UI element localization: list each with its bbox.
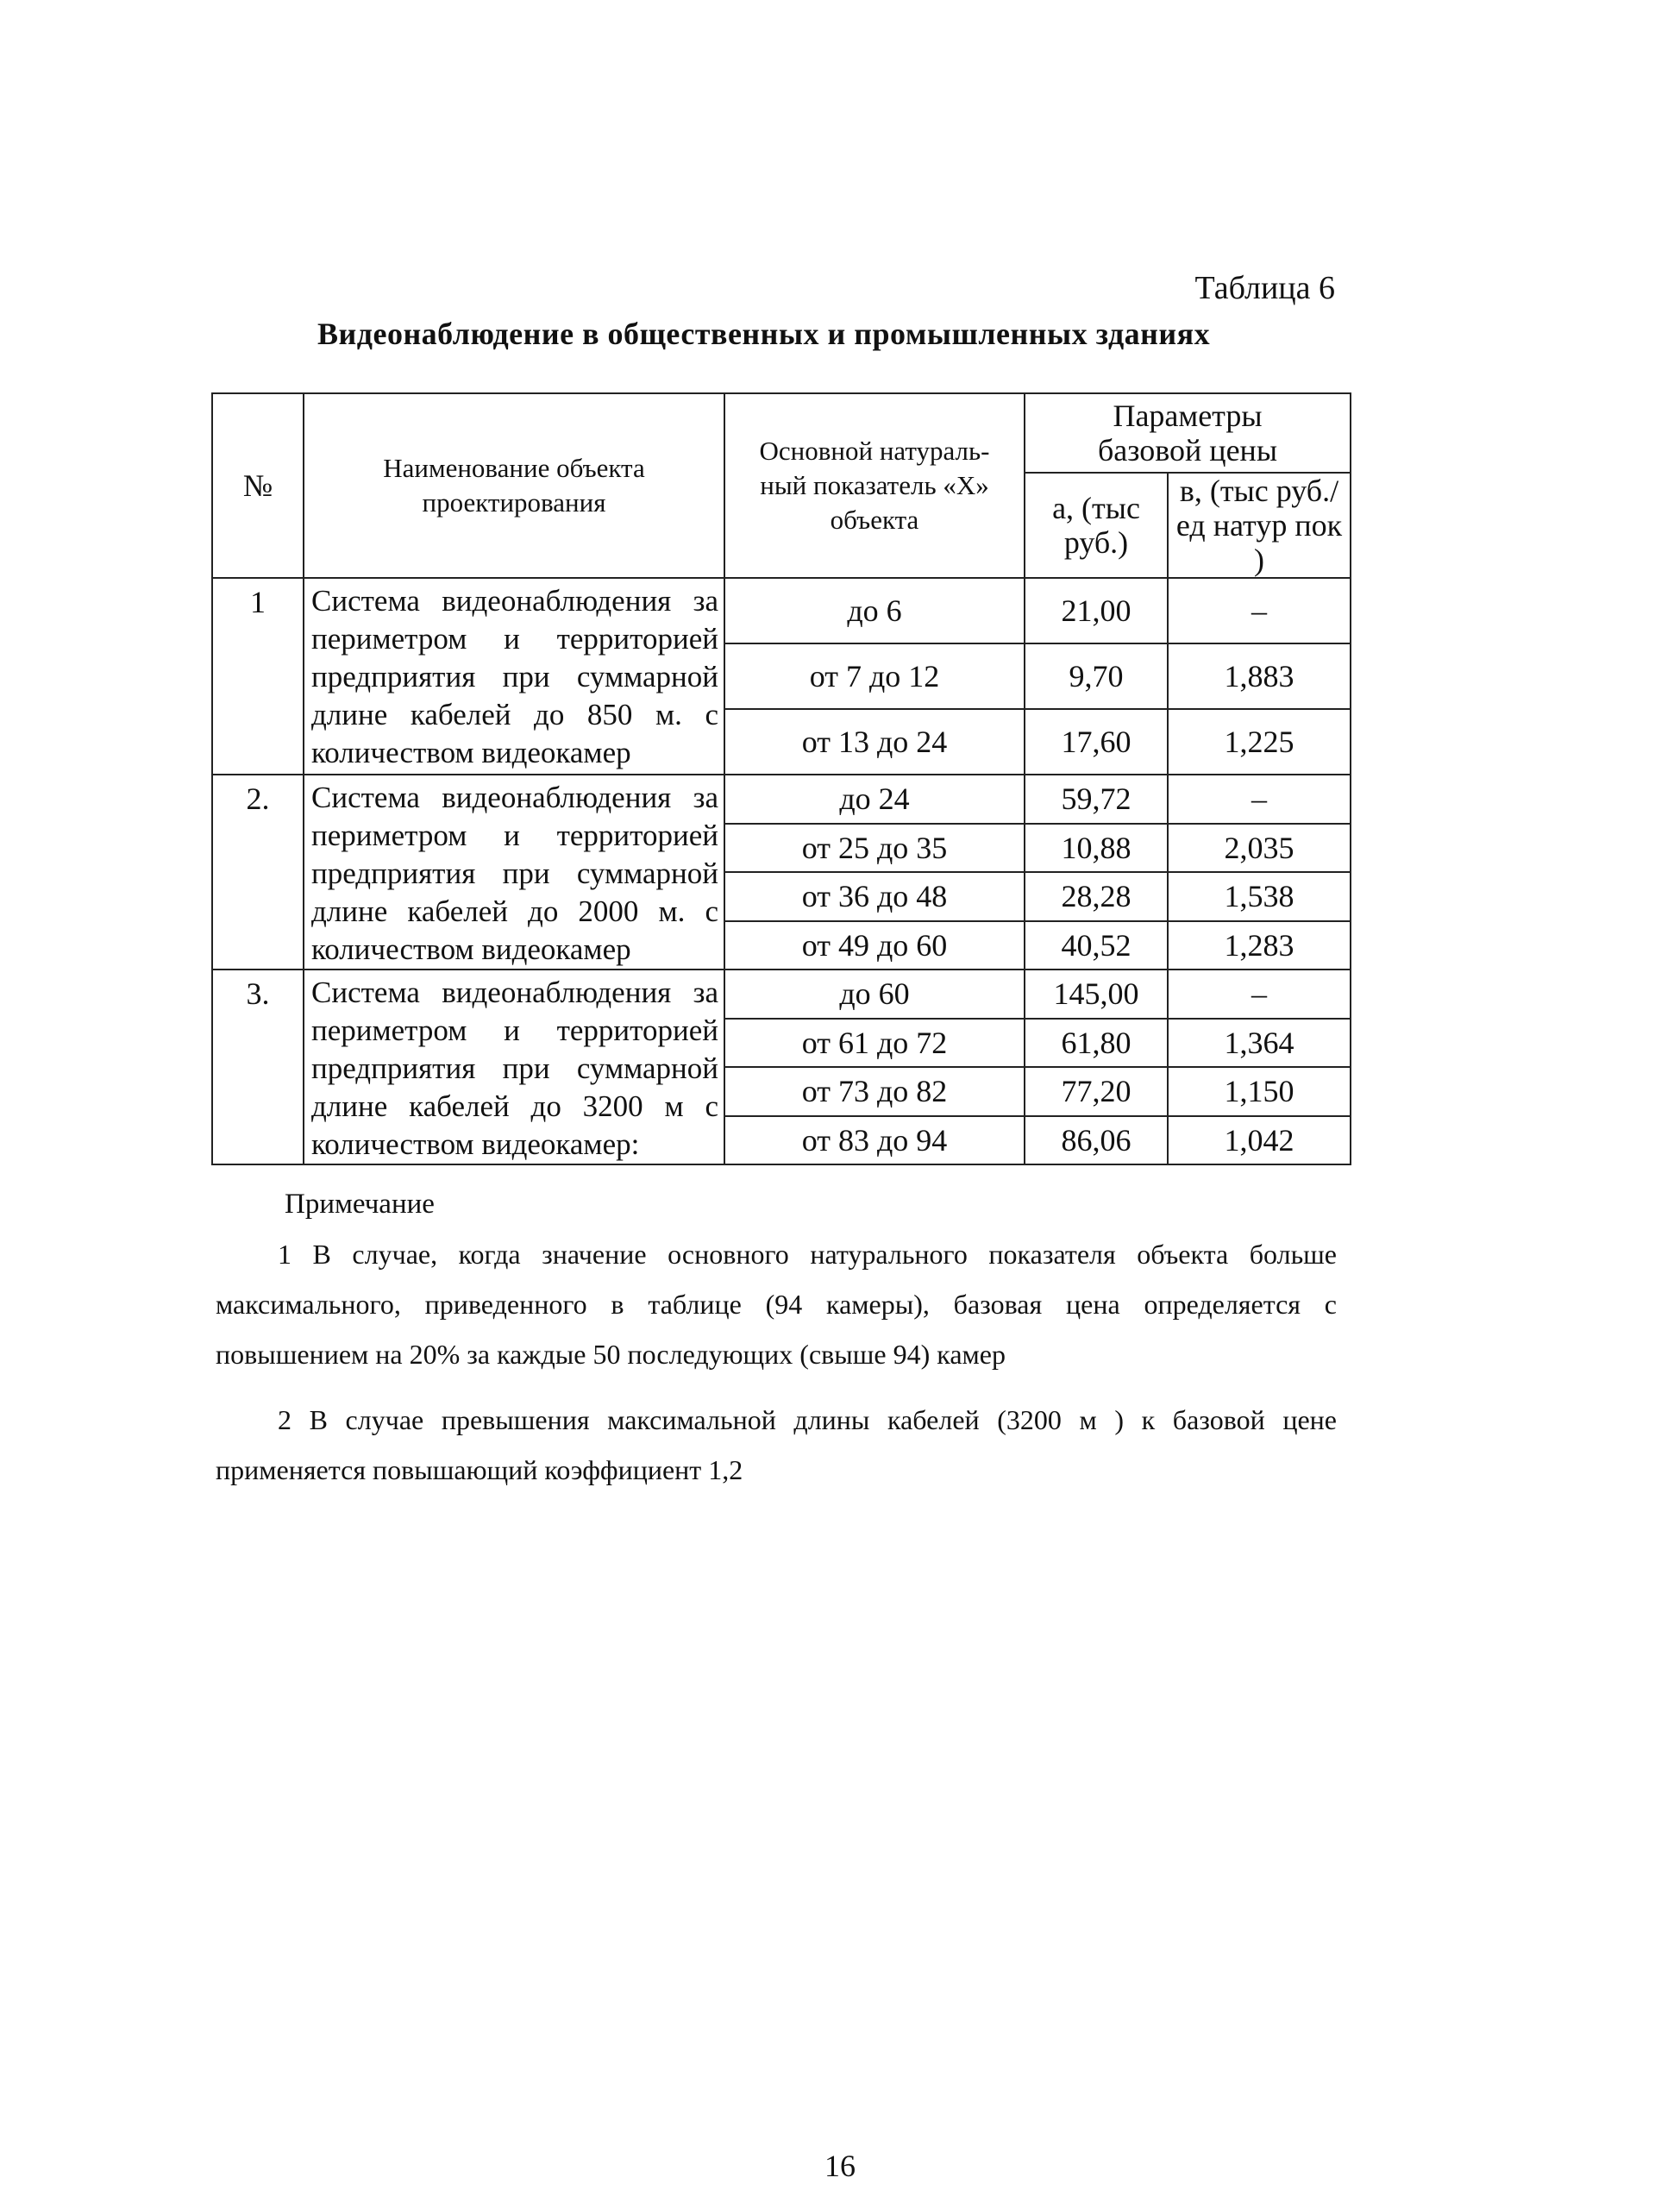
param-a-cell: 61,80 (1025, 1019, 1168, 1068)
param-a-cell: 21,00 (1025, 578, 1168, 643)
note-item-2: 2 В случае превышения максимальной длины кабелей (3200 м ) к базовой цене применяется повышающий коэффициент 1,2 (216, 1404, 1337, 1485)
param-b-cell: 1,225 (1168, 709, 1351, 775)
table-body (212, 578, 1351, 1164)
header-num: № (212, 393, 304, 578)
header-indicator: Основной натураль-ный показатель «Х» объекта (724, 393, 1025, 578)
param-a-cell: 86,06 (1025, 1116, 1168, 1165)
indicator-cell: от 36 до 48 (724, 872, 1025, 921)
param-b-cell: – (1168, 970, 1351, 1019)
table-title: Видеонаблюдение в общественных и промышленных зданиях (317, 317, 1211, 351)
param-b-cell: 1,364 (1168, 1019, 1351, 1068)
indicator-cell: до 6 (724, 578, 1025, 643)
price-table (211, 392, 1351, 1165)
indicator-cell: до 24 (724, 775, 1025, 824)
object-name: Система видеонаблюдения за периметром и территорией предприятия при суммарной длине кабелей до 3200 м с количеством видеокамер: (304, 970, 724, 1164)
page-number: 16 (824, 2149, 856, 2183)
table-row (212, 775, 1351, 824)
row-number: 1 (212, 578, 304, 775)
param-a-cell: 28,28 (1025, 872, 1168, 921)
table-caption: Таблица 6 (1194, 270, 1335, 306)
header-params: Параметры базовой цены (1025, 393, 1351, 473)
param-b-cell: – (1168, 578, 1351, 643)
row-number: 3. (212, 970, 304, 1164)
param-a-cell: 17,60 (1025, 709, 1168, 775)
header-a: а, (тыс руб.) (1025, 473, 1168, 578)
indicator-cell: от 49 до 60 (724, 921, 1025, 970)
param-b-cell: 1,883 (1168, 643, 1351, 709)
param-b-cell: 1,042 (1168, 1116, 1351, 1165)
row-number: 2. (212, 775, 304, 970)
indicator-cell: от 61 до 72 (724, 1019, 1025, 1068)
note-item-1: 1 В случае, когда значение основного натурального показателя объекта больше максимального, приведенного в таблице (94 камеры), базовая цена определяется с повышением на 20% за каждые 50 последующих (свыше 94) камер (216, 1239, 1337, 1370)
indicator-cell: от 83 до 94 (724, 1116, 1025, 1165)
table-row (212, 578, 1351, 643)
notes-heading: Примечание (285, 1189, 435, 1220)
param-b-cell: – (1168, 775, 1351, 824)
indicator-cell: от 73 до 82 (724, 1067, 1025, 1116)
table-row (212, 970, 1351, 1019)
object-name: Система видеонаблюдения за периметром и территорией предприятия при суммарной длине кабелей до 850 м. с количеством видеокамер (304, 578, 724, 775)
param-a-cell: 145,00 (1025, 970, 1168, 1019)
param-a-cell: 59,72 (1025, 775, 1168, 824)
object-name: Система видеонаблюдения за периметром и территорией предприятия при суммарной длине кабелей до 2000 м. с количеством видеокамер (304, 775, 724, 970)
param-a-cell: 40,52 (1025, 921, 1168, 970)
param-b-cell: 1,283 (1168, 921, 1351, 970)
param-a-cell: 10,88 (1025, 824, 1168, 873)
indicator-cell: до 60 (724, 970, 1025, 1019)
param-b-cell: 2,035 (1168, 824, 1351, 873)
header-b: в, (тыс руб./ед натур пок ) (1168, 473, 1351, 578)
header-name: Наименование объекта проектирования (304, 393, 724, 578)
param-a-cell: 77,20 (1025, 1067, 1168, 1116)
indicator-cell: от 7 до 12 (724, 643, 1025, 709)
param-a-cell: 9,70 (1025, 643, 1168, 709)
indicator-cell: от 25 до 35 (724, 824, 1025, 873)
indicator-cell: от 13 до 24 (724, 709, 1025, 775)
param-b-cell: 1,538 (1168, 872, 1351, 921)
param-b-cell: 1,150 (1168, 1067, 1351, 1116)
